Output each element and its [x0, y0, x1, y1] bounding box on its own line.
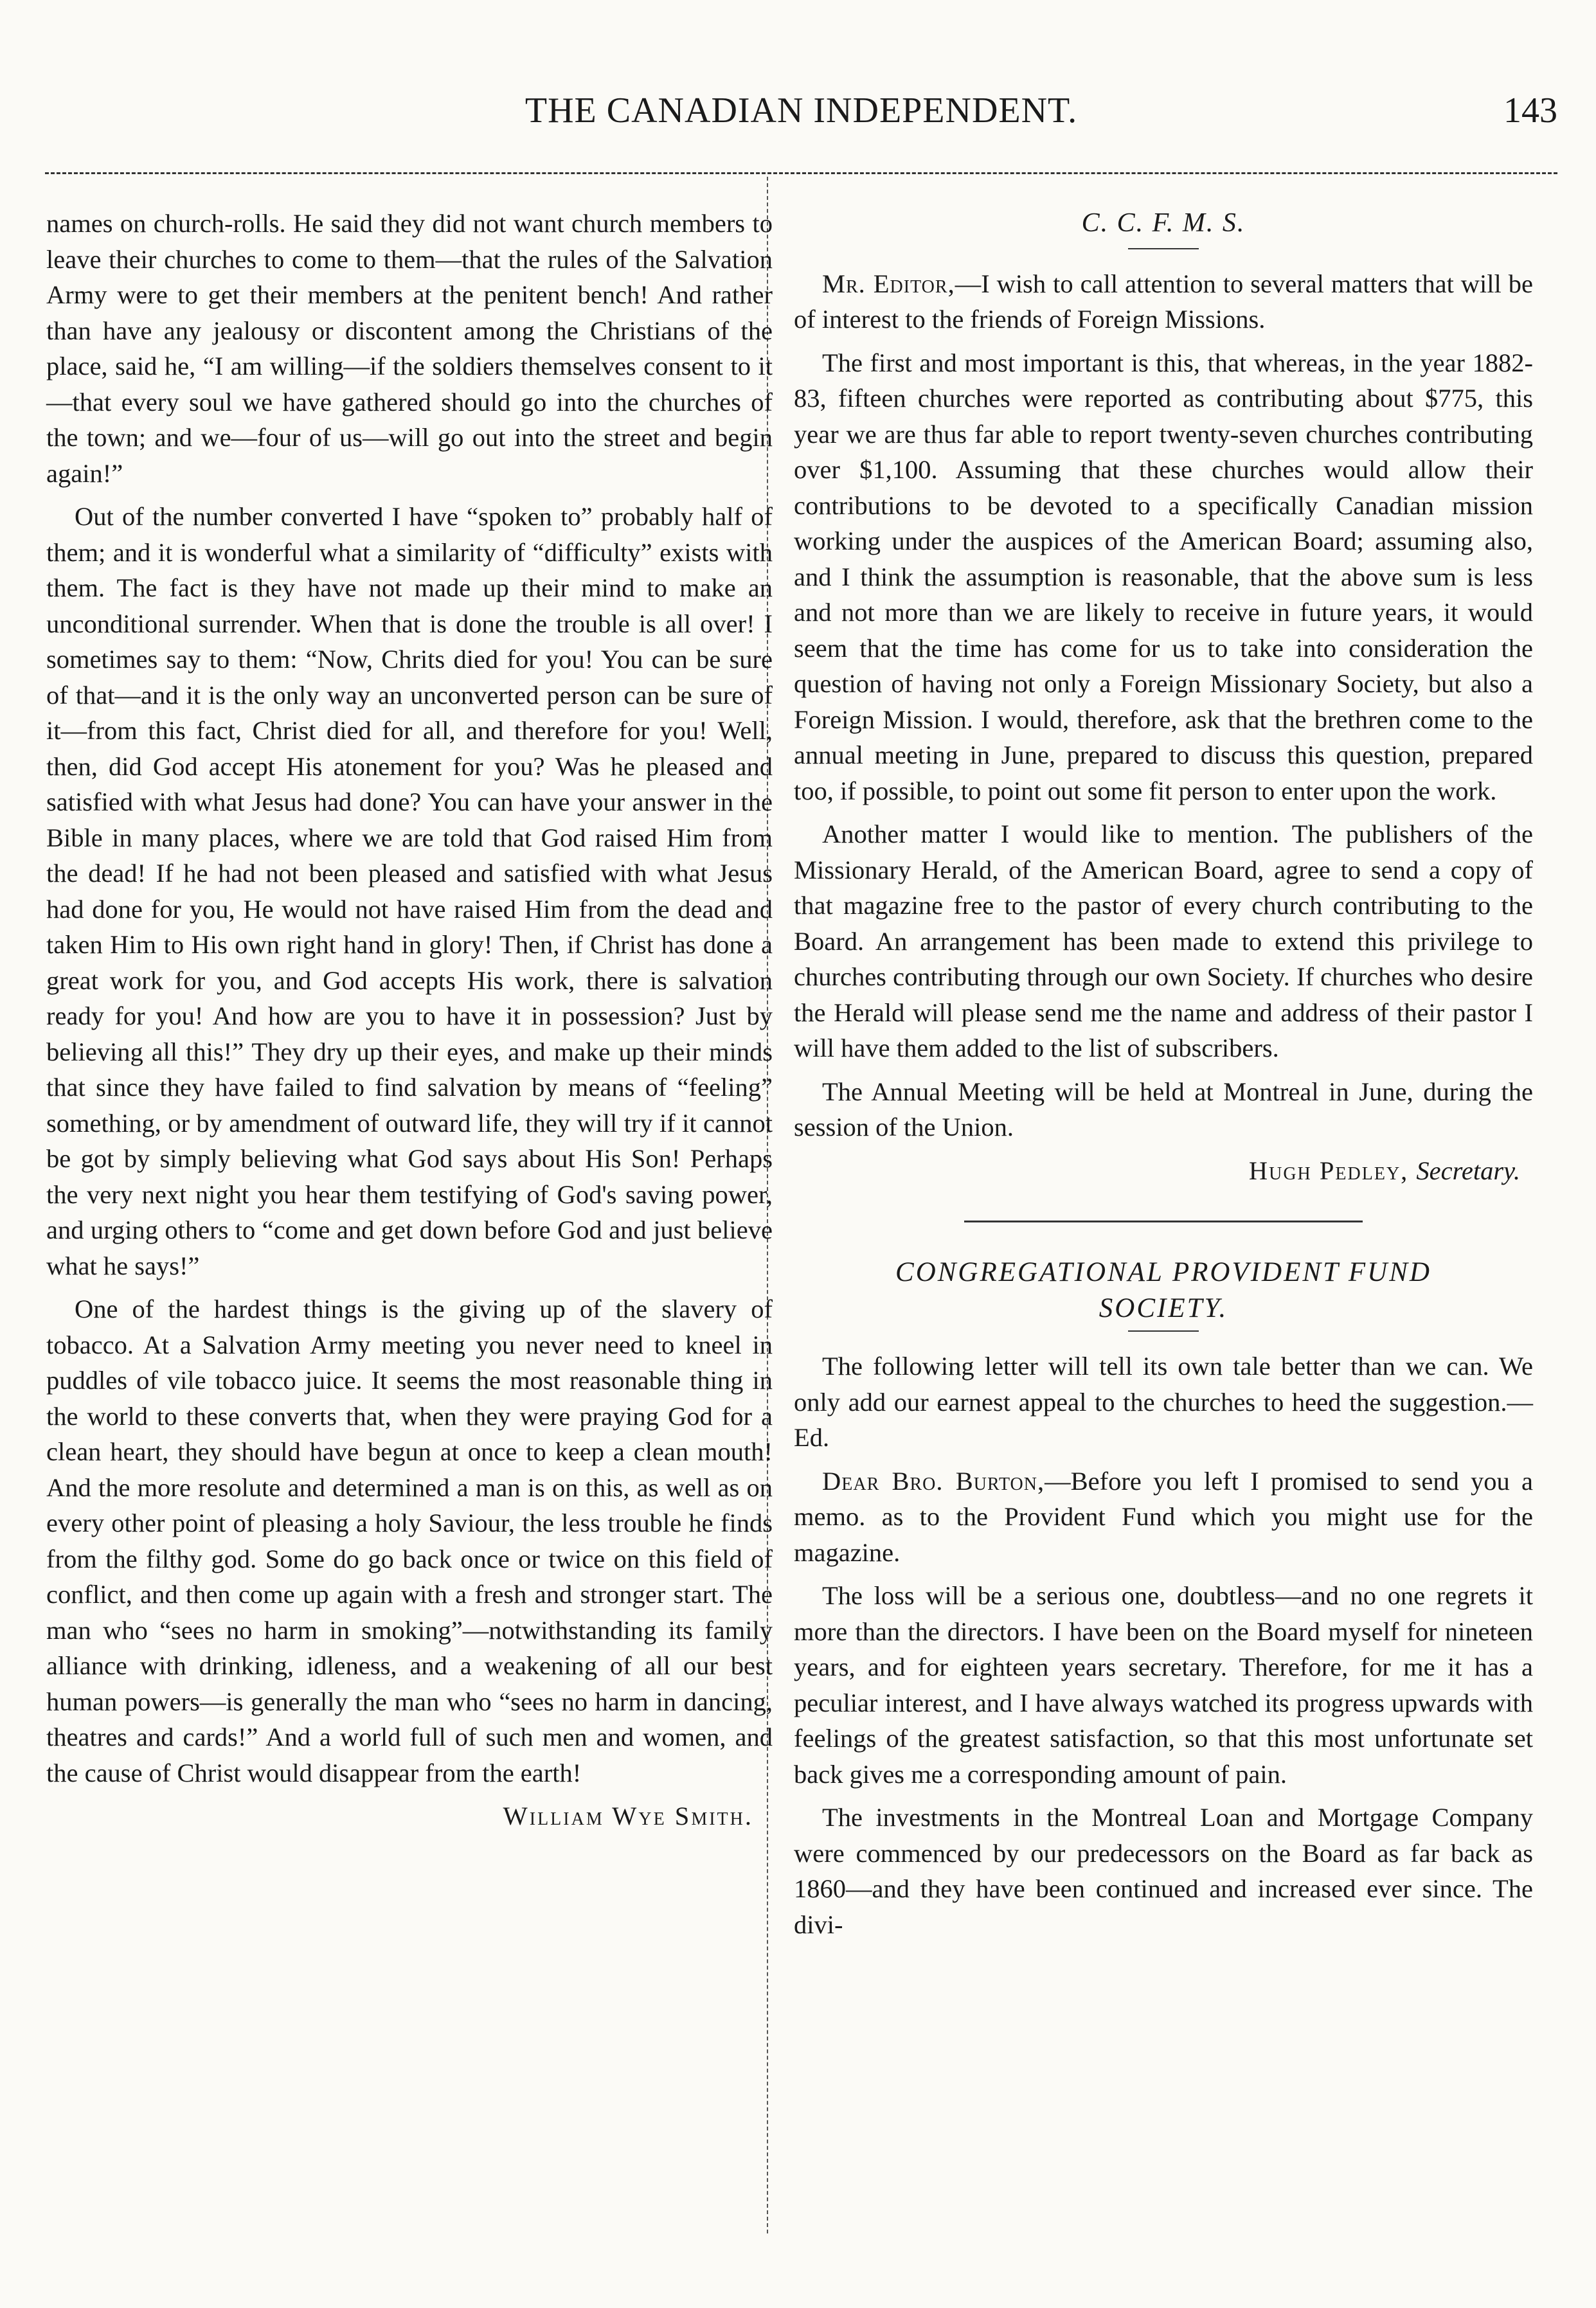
page-number: 143	[1503, 91, 1557, 130]
right-column	[794, 206, 1533, 1950]
section-title-provident: CONGREGATIONAL PROVIDENT FUND	[895, 1257, 1431, 1287]
paragraph: One of the hardest things is the giving up of the slavery of tobacco. At a Salvation Army meeting you never need to kneel in puddles of vile tobacco juice. It seems the most reasonable thing in the world to these converts that, when they were praying God for a clean heart, they should have begun at once to keep a clean mouth! And the more resolute and determined a man is on this, as well as on every other point of pleasing a holy Saviour, the less trouble he finds from the filthy god. Some do go back once or twice on this field of conflict, and then come up again with a fresh and stronger start. The man who “sees no harm in smoking”—notwithstanding its family alliance with drinking, idleness, and a weakening of all our best human powers—is generally the man who “sees no harm in dancing, theatres and cards!” And a world full of such men and women, and the cause of Christ would disappear from the earth!	[46, 1294, 773, 1787]
paragraph: names on church-rolls. He said they did not want church members to leave their churches to come to them—that the rules of the Salvation Army were to get their members at the penitent bench! And rather than have any jealousy or discontent among the Christians of the place, said he, “I am willing—if the soldiers themselves consent to it—that every soul we have gathered should go into the churches of the town; and we—four of us—will go out into the street and begin again!”	[46, 209, 773, 488]
journal-title: THE CANADIAN INDEPENDENT.	[525, 91, 1078, 130]
paragraph	[794, 1463, 1533, 1571]
left-column	[46, 206, 773, 1834]
paragraph: Out of the number converted I have “spoken to” probably half of them; and it is wonderful what a similarity of “difficulty” exists with them. The fact is they have not made up their mind to make an unconditional surrender. When that is done the trouble is all over! I sometimes say to them: “Now, Chrits died for you! You can be sure of that—and it is the only way an unconverted person can be sure of it—from this fact, Christ died for all, and therefore for you! Well, then, did God accept His atonement for you? Was he pleased and satisfied with what Jesus had done? You can have your answer in the Bible in many places, where we are told that God raised Him from the dead! If he had not been pleased and satisfied with what Jesus had done for you, He would not have raised Him from the dead and taken Him to His own right hand in glory! Then, if Christ has done a great work for you, and God accepts His work, there is salvation ready for you! And how are you to have it in possession? Just by believing all this!” They dry up their eyes, and make up their minds that since they have failed to find salvation by means of “feeling” something, or by amendment of outward life, they will try if it cannot be got by simply believing what God says about His Son! Perhaps the very next night you hear them testifying of God's saving power, and urging others to “come and get down before God and just believe what he says!”	[46, 502, 773, 1280]
paragraph	[794, 266, 1533, 337]
paragraph: The loss will be a serious one, doubtless—and no one regrets it more than the directors. I have been on the Board myself for nineteen years, and for eighteen years secretary. Therefore, for me it has a peculiar interest, and I have always watched its progress upwards with feelings of the greatest satisfaction, so that this most unfortunate set back gives me a corresponding amount of pain.	[794, 1581, 1533, 1789]
signature-role: Secretary.	[1416, 1156, 1520, 1185]
paragraph: The following letter will tell its own tale better than we can. We only add our earnest appeal to the churches to heed the suggestion.—Ed.	[794, 1352, 1533, 1452]
secretary-signature	[794, 1153, 1520, 1189]
paragraph: The investments in the Montreal Loan and Mortgage Company were commenced by our predecessors on the Board as far back as 1860—and they have been continued and increased ever since. The divi-	[794, 1803, 1533, 1939]
section-title-ccfms: C. C. F. M. S.	[1081, 208, 1246, 238]
section-title-provident-line2: SOCIETY.	[1098, 1293, 1228, 1323]
paragraph: Another matter I would like to mention. The publishers of the Missionary Herald, of the American Board, agree to send a copy of that magazine free to the pastor of every church contributing to the Board. An arrangement has been made to extend this privilege to churches contributing through our own Society. If churches who desire the Herald will please send me the name and address of their pastor I will have them added to the list of subscribers.	[794, 819, 1533, 1062]
paragraph: The first and most important is this, that whereas, in the year 1882-83, fifteen churches were reported as contributing about $775, this year we are thus far able to report twenty-seven churches contributing over $1,100. Assuming that these churches would allow their contributions to be devoted to a specifically Canadian mission working under the auspices of the American Board; assuming also, and I think the assumption is reasonable, that the above sum is less and not more than we are likely to receive in future years, it would seem that the time has come for us to take into consideration the question of having not only a Foreign Missionary Society, but also a Foreign Mission. I would, therefore, ask that the brethren come to the annual meeting in June, prepared to discuss this question, prepared too, if possible, to point out some fit person to enter upon the work.	[794, 348, 1533, 805]
paragraph-text: —I wish to call attention to several matters that will be of interest to the friends of Foreign Missions.	[794, 269, 1534, 334]
salutation: Mr. Editor,	[822, 269, 955, 298]
title-rule	[1128, 248, 1199, 249]
paragraph-text: —Before you left I promised to send you a memo. as to the Provident Fund which you might use for the magazine.	[794, 1466, 1533, 1567]
header-rule	[45, 172, 1557, 174]
author-signature: William Wye Smith.	[503, 1802, 753, 1830]
signature-name: Hugh Pedley,	[1248, 1156, 1409, 1185]
paragraph: The Annual Meeting will be held at Montreal in June, during the session of the Union.	[794, 1077, 1533, 1141]
salutation: Dear Bro. Burton,	[822, 1466, 1045, 1496]
running-head	[45, 90, 1557, 141]
section-divider	[964, 1221, 1363, 1222]
title-rule	[1128, 1330, 1199, 1332]
